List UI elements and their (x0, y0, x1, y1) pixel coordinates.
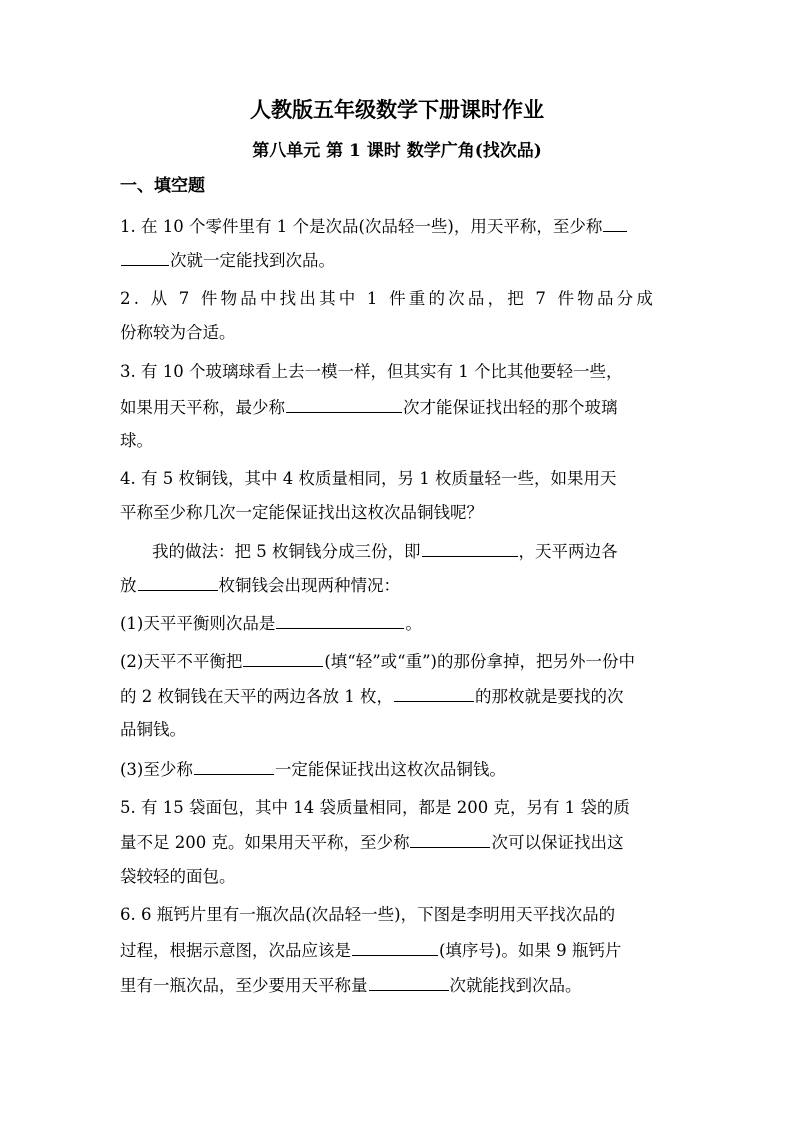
question-3-line-3: 球。 (120, 431, 153, 450)
question-4-line-7: 的 2 枚铜钱在天平的两边各放 1 枚， 的那枚就是要找的次 (120, 683, 676, 710)
question-6-line-1: 6. 6 瓶钙片里有一瓶次品(次品轻一些)，下图是李明用天平找次品的 (120, 905, 616, 924)
question-2-line-2: 份称较为合适。 (120, 323, 236, 342)
question-5-line-3: 袋较轻的面包。 (120, 867, 236, 886)
answer-blank-q1[interactable] (603, 213, 627, 232)
question-1-line-1: 1. 在 10 个零件里有 1 个是次品(次品轻一些)，用天平称，至少称 (120, 213, 676, 240)
question-4-line-6: (2)天平不平衡把 (填“轻”或“重”)的那份拿掉，把另外一份中 (120, 648, 676, 675)
answer-blank-q1-cont[interactable] (121, 247, 169, 266)
question-4-line-5: (1)天平平衡则次品是 。 (120, 610, 676, 637)
answer-blank-q6-times[interactable] (369, 972, 449, 991)
page-title: 人教版五年级数学下册课时作业 (250, 97, 544, 122)
question-1-line-2: 次就一定能找到次品。 (120, 247, 676, 274)
question-2-line-1: 2. 从 7 件物品中找出其中 1 件重的次品，把 7 件物品分成 (120, 289, 657, 308)
page-subtitle: 第八单元 第 1 课时 数学广角(找次品) (252, 141, 542, 161)
question-5-line-1: 5. 有 15 袋面包，其中 14 袋质量相同，都是 200 克，另有 1 袋的质 (120, 798, 630, 817)
answer-blank-q6-number[interactable] (352, 937, 438, 956)
answer-blank-q4-light-heavy[interactable] (243, 648, 323, 667)
question-3-line-1: 3. 有 10 个玻璃球看上去一模一样，但其实有 1 个比其他要轻一些， (120, 362, 623, 381)
question-4-line-9: (3)至少称 一定能保证找出这枚次品铜钱。 (120, 756, 676, 783)
question-6-line-2: 过程，根据示意图，次品应该是 (填序号)。如果 9 瓶钙片 (120, 937, 676, 964)
answer-blank-q4-times[interactable] (194, 756, 274, 775)
answer-blank-q4-each-side[interactable] (138, 572, 218, 591)
question-5-line-2: 量不足 200 克。如果用天平称，至少称 次可以保证找出这 (120, 829, 676, 856)
answer-blank-q3[interactable] (286, 394, 402, 413)
question-4-line-3: 我的做法：把 5 枚铜钱分成三份，即 ，天平两边各 (152, 538, 676, 565)
question-4-line-4: 放 枚铜钱会出现两种情况： (120, 572, 676, 599)
section-heading: 一、填空题 (120, 176, 205, 196)
answer-blank-q5[interactable] (410, 829, 490, 848)
answer-blank-q4-balanced[interactable] (276, 610, 404, 629)
question-6-line-3: 里有一瓶次品，至少要用天平称量 次就能找到次品。 (120, 972, 676, 999)
question-4-line-1: 4. 有 5 枚铜钱，其中 4 枚质量相同，另 1 枚质量轻一些，如果用天 (120, 469, 617, 488)
answer-blank-q4-which[interactable] (394, 683, 474, 702)
question-4-line-8: 品铜钱。 (120, 720, 186, 739)
question-3-line-2: 如果用天平称，最少称 次才能保证找出轻的那个玻璃 (120, 394, 676, 421)
question-4-line-2: 平称至少称几次一定能保证找出这枚次品铜钱呢？ (120, 503, 483, 522)
answer-blank-q4-groups[interactable] (422, 538, 518, 557)
